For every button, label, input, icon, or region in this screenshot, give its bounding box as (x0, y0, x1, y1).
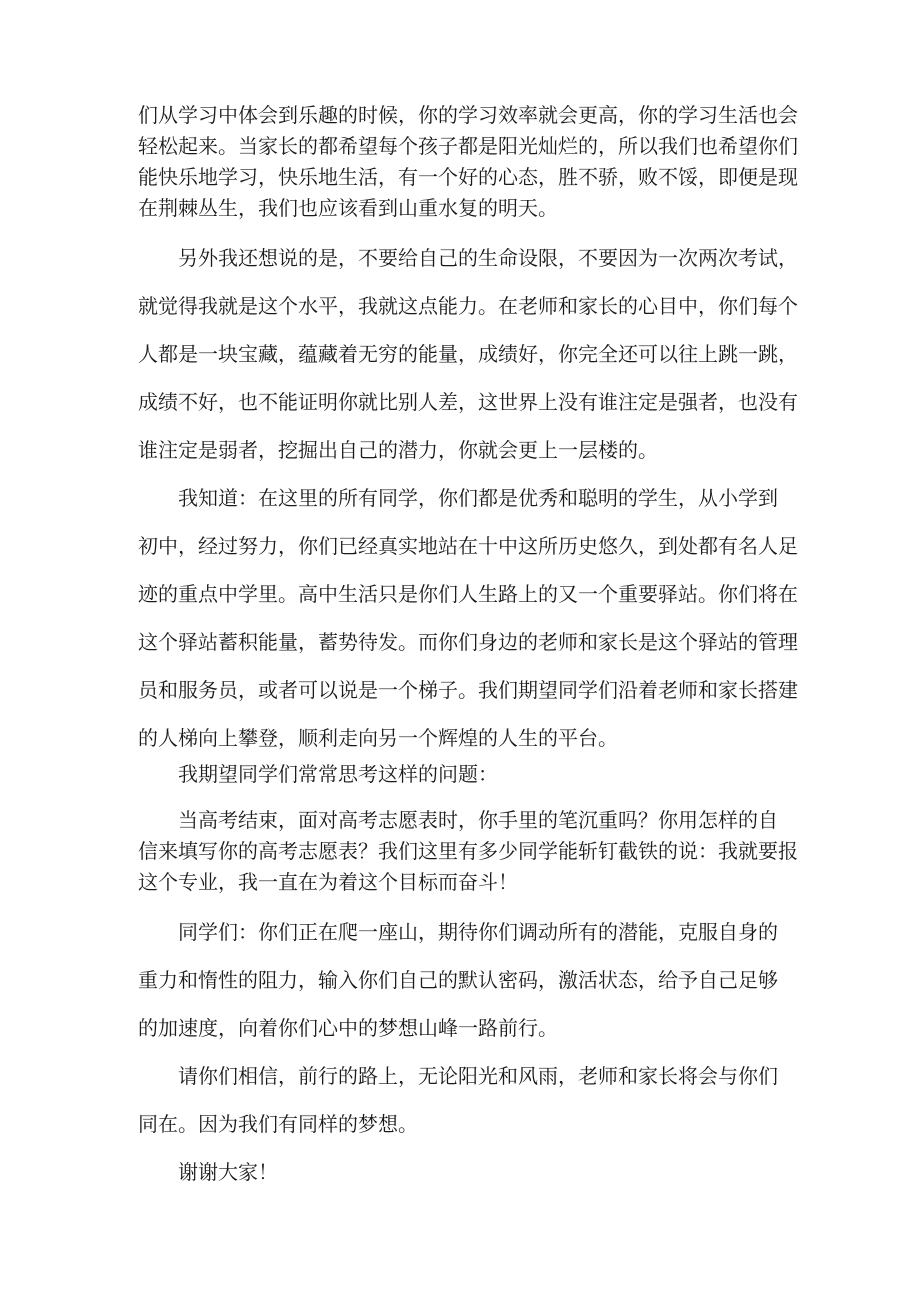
text-line: 这个专业，我一直在为着这个目标而奋斗！ (138, 870, 518, 894)
text-line: 员和服务员，或者可以说是一个梯子。我们期望同学们沿着老师和家长搭建 (138, 678, 798, 702)
text-line: 人都是一块宝藏，蕴藏着无穷的能量，成绩好，你完全还可以往上跳一跳， (138, 342, 798, 366)
text-line: 的加速度，向着你们心中的梦想山峰一路前行。 (138, 1016, 558, 1040)
text-line: 轻松起来。当家长的都希望每个孩子都是阳光灿烂的，所以我们也希望你们 (138, 134, 798, 158)
text-line: 能快乐地学习，快乐地生活，有一个好的心态，胜不骄，败不馁，即便是现 (138, 165, 798, 189)
text-line: 同在。因为我们有同样的梦想。 (138, 1112, 418, 1136)
text-line: 信来填写你的高考志愿表？我们这里有多少同学能斩钉截铁的说：我就要报 (138, 839, 798, 863)
paragraph-first-line: 请你们相信，前行的路上，无论阳光和风雨，老师和家长将会与你们 (178, 1064, 778, 1088)
paragraph-first-line: 我期望同学们常常思考这样的问题： (178, 762, 498, 786)
text-line: 成绩不好，也不能证明你就比别人差，这世界上没有谁注定是强者，也没有 (138, 390, 798, 414)
text-line: 这个驿站蓄积能量，蓄势待发。而你们身边的老师和家长是这个驿站的管理 (138, 630, 798, 654)
text-line: 就觉得我就是这个水平，我就这点能力。在老师和家长的心目中，你们每个 (138, 294, 798, 318)
text-line: 重力和惰性的阻力，输入你们自己的默认密码，激活状态，给予自己足够 (138, 968, 778, 992)
text-line: 初中，经过努力，你们已经真实地站在十中这所历史悠久，到处都有名人足 (138, 534, 798, 558)
text-line: 在荆棘丛生，我们也应该看到山重水复的明天。 (138, 196, 558, 220)
paragraph-first-line: 同学们：你们正在爬一座山，期待你们调动所有的潜能，克服自身的 (178, 920, 778, 944)
text-line: 谁注定是弱者，挖掘出自己的潜力，你就会更上一层楼的。 (138, 438, 658, 462)
text-line: 们从学习中体会到乐趣的时候，你的学习效率就会更高，你的学习生活也会 (138, 103, 798, 127)
text-line: 迹的重点中学里。高中生活只是你们人生路上的又一个重要驿站。你们将在 (138, 582, 798, 606)
closing-line: 谢谢大家！ (178, 1160, 278, 1184)
paragraph-first-line: 另外我还想说的是，不要给自己的生命设限，不要因为一次两次考试， (178, 246, 798, 270)
paragraph-first-line: 当高考结束，面对高考志愿表时，你手里的笔沉重吗？你用怎样的自 (178, 808, 778, 832)
text-line: 的人梯向上攀登，顺利走向另一个辉煌的人生的平台。 (138, 726, 618, 750)
paragraph-first-line: 我知道：在这里的所有同学，你们都是优秀和聪明的学生，从小学到 (178, 486, 778, 510)
